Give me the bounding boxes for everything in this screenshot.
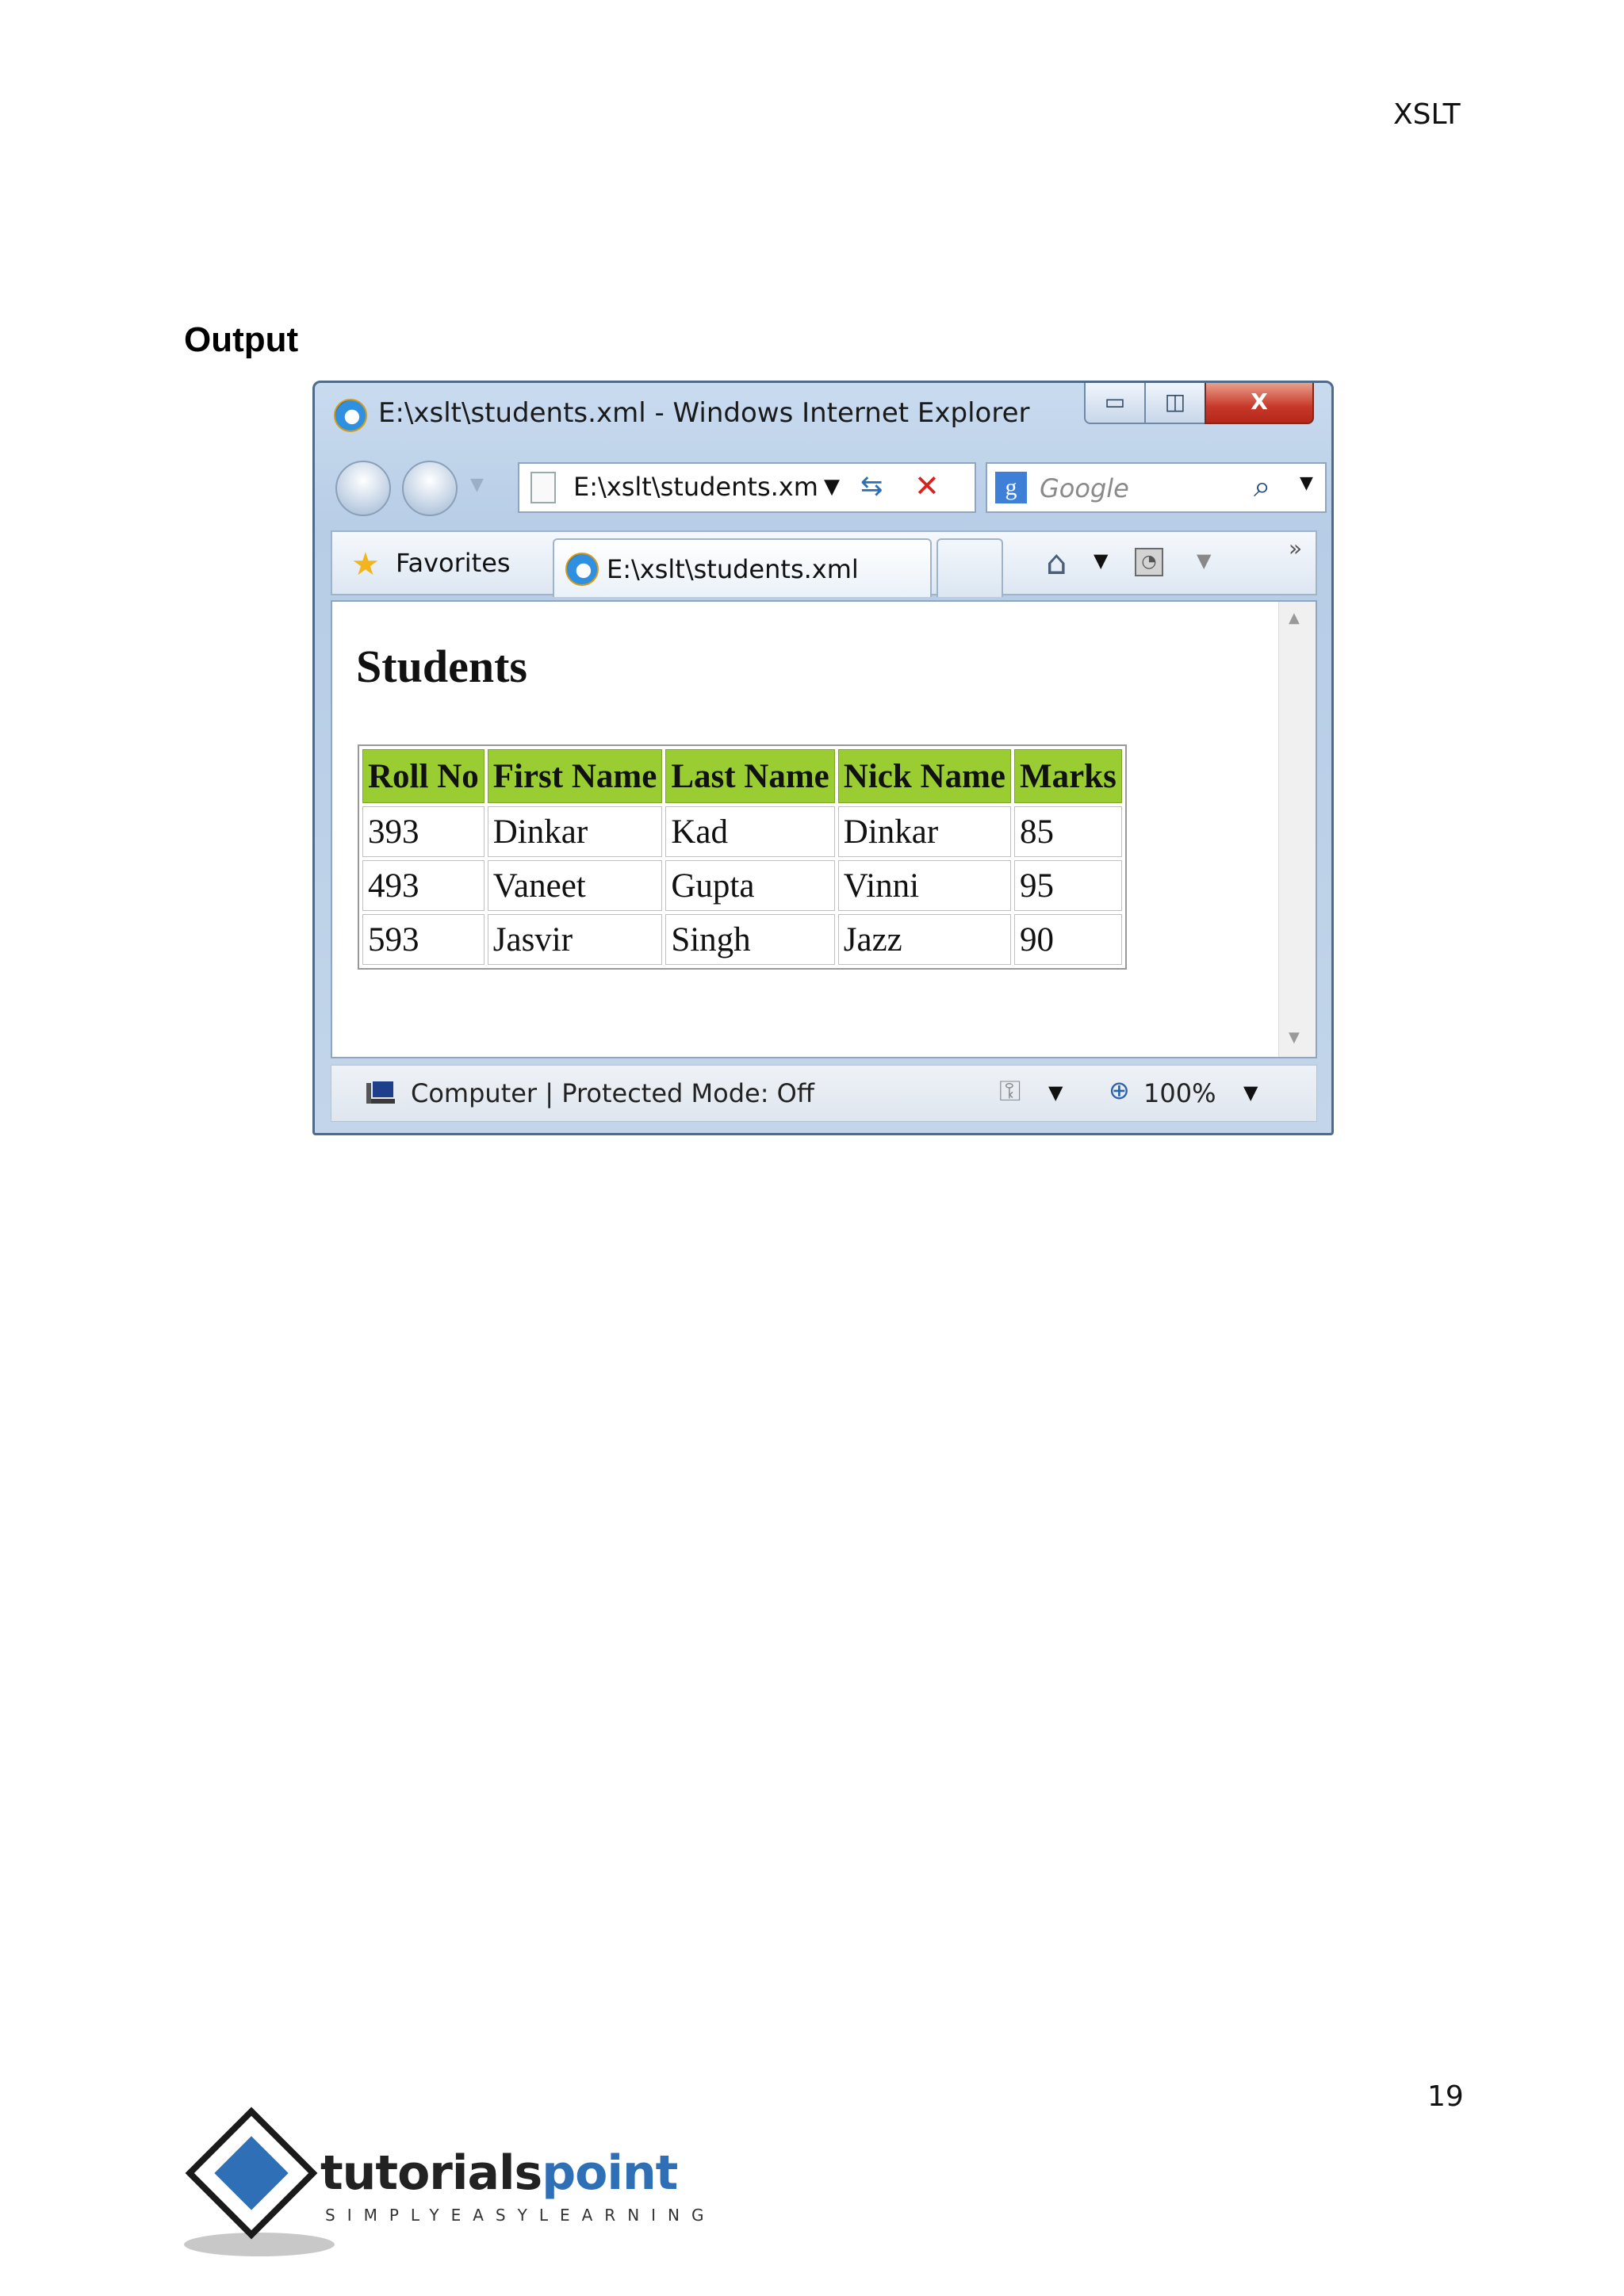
table-cell: Gupta (665, 860, 834, 911)
students-table (358, 744, 1127, 970)
feeds-icon[interactable]: ◔ (1135, 548, 1163, 576)
home-dropdown-icon[interactable]: ▼ (1094, 549, 1109, 572)
browser-window-screenshot (312, 381, 1334, 1135)
table-cell: 393 (362, 806, 485, 857)
zoom-dropdown-icon[interactable]: ▼ (1243, 1081, 1258, 1104)
scroll-down-icon[interactable]: ▼ (1289, 1029, 1300, 1046)
address-text: E:\xslt\students.xm (573, 472, 818, 502)
favorites-button[interactable]: Favorites (396, 548, 511, 578)
address-dropdown-icon[interactable]: ▼ (824, 475, 840, 499)
column-header: Marks (1014, 749, 1122, 803)
tab-label: E:\xslt\students.xml (607, 554, 859, 584)
table-cell: Singh (665, 914, 834, 965)
window-title: E:\xslt\students.xml - Windows Internet Explorer (378, 397, 1030, 429)
table-cell: 85 (1014, 806, 1122, 857)
page-content-area (331, 600, 1317, 1058)
column-header: First Name (488, 749, 663, 803)
table-row (362, 806, 1122, 857)
table-cell: Kad (665, 806, 834, 857)
table-cell: Jasvir (488, 914, 663, 965)
title-bar (315, 383, 1331, 448)
table-cell: Dinkar (838, 806, 1011, 857)
search-options-dropdown[interactable]: ▼ (1300, 473, 1313, 493)
chevron-more-icon[interactable]: » (1289, 535, 1303, 561)
stop-icon[interactable]: ✕ (914, 469, 940, 503)
security-dropdown-icon[interactable]: ▼ (1048, 1081, 1063, 1104)
column-header: Nick Name (838, 749, 1011, 803)
students-heading: Students (356, 641, 527, 692)
search-box[interactable] (986, 462, 1327, 513)
status-bar (331, 1065, 1317, 1122)
computer-icon (365, 1078, 396, 1107)
search-placeholder: Google (1040, 473, 1129, 503)
refresh-icon[interactable]: ⇆ (860, 470, 883, 502)
table-cell: 493 (362, 860, 485, 911)
table-cell: Vinni (838, 860, 1011, 911)
section-heading: Output (184, 320, 299, 359)
recent-pages-dropdown[interactable]: ▼ (470, 475, 484, 495)
logo-shadow (184, 2233, 335, 2256)
vertical-scrollbar[interactable] (1278, 602, 1316, 1057)
status-text: Computer | Protected Mode: Off (411, 1078, 814, 1108)
forward-button[interactable] (402, 461, 458, 516)
page-header-title: XSLT (1393, 98, 1461, 131)
table-cell: Dinkar (488, 806, 663, 857)
search-icon[interactable]: ⌕ (1254, 469, 1271, 503)
logo-word-point: point (542, 2145, 678, 2201)
tab-students-xml[interactable] (553, 538, 932, 597)
tutorialspoint-logo (179, 2109, 716, 2260)
ie-icon (334, 399, 367, 432)
table-row (362, 914, 1122, 965)
table-cell: 95 (1014, 860, 1122, 911)
logo-tagline: SIMPLYEASYLEARNING (325, 2206, 716, 2225)
back-button[interactable] (335, 461, 391, 516)
logo-wordmark (320, 2145, 677, 2201)
table-cell: 593 (362, 914, 485, 965)
column-header: Last Name (665, 749, 834, 803)
scroll-up-icon[interactable]: ▲ (1289, 610, 1300, 626)
address-bar[interactable] (518, 462, 976, 513)
table-cell: 90 (1014, 914, 1122, 965)
minimize-button[interactable]: ▭ (1084, 383, 1146, 424)
page-number: 19 (1427, 2080, 1464, 2113)
table-cell: Vaneet (488, 860, 663, 911)
star-icon[interactable]: ★ (351, 546, 380, 583)
column-header: Roll No (362, 749, 485, 803)
maximize-button[interactable]: ◫ (1144, 383, 1206, 424)
close-button[interactable]: X (1205, 383, 1314, 424)
logo-word-tutorials: tutorials (320, 2145, 542, 2201)
zoom-level[interactable]: 100% (1143, 1078, 1216, 1108)
zoom-icon[interactable]: ⊕ (1109, 1075, 1130, 1105)
google-icon: g (995, 472, 1027, 503)
home-icon[interactable]: ⌂ (1046, 543, 1067, 582)
ie-icon (565, 553, 599, 586)
feeds-dropdown-icon[interactable]: ▼ (1197, 549, 1212, 572)
table-header-row (362, 749, 1122, 803)
security-icon[interactable]: ⚿ (999, 1075, 1021, 1108)
new-tab-button[interactable] (936, 538, 1003, 597)
favorites-bar (331, 530, 1317, 595)
page-icon (530, 472, 556, 503)
table-cell: Jazz (838, 914, 1011, 965)
navigation-bar (315, 453, 1331, 524)
table-row (362, 860, 1122, 911)
